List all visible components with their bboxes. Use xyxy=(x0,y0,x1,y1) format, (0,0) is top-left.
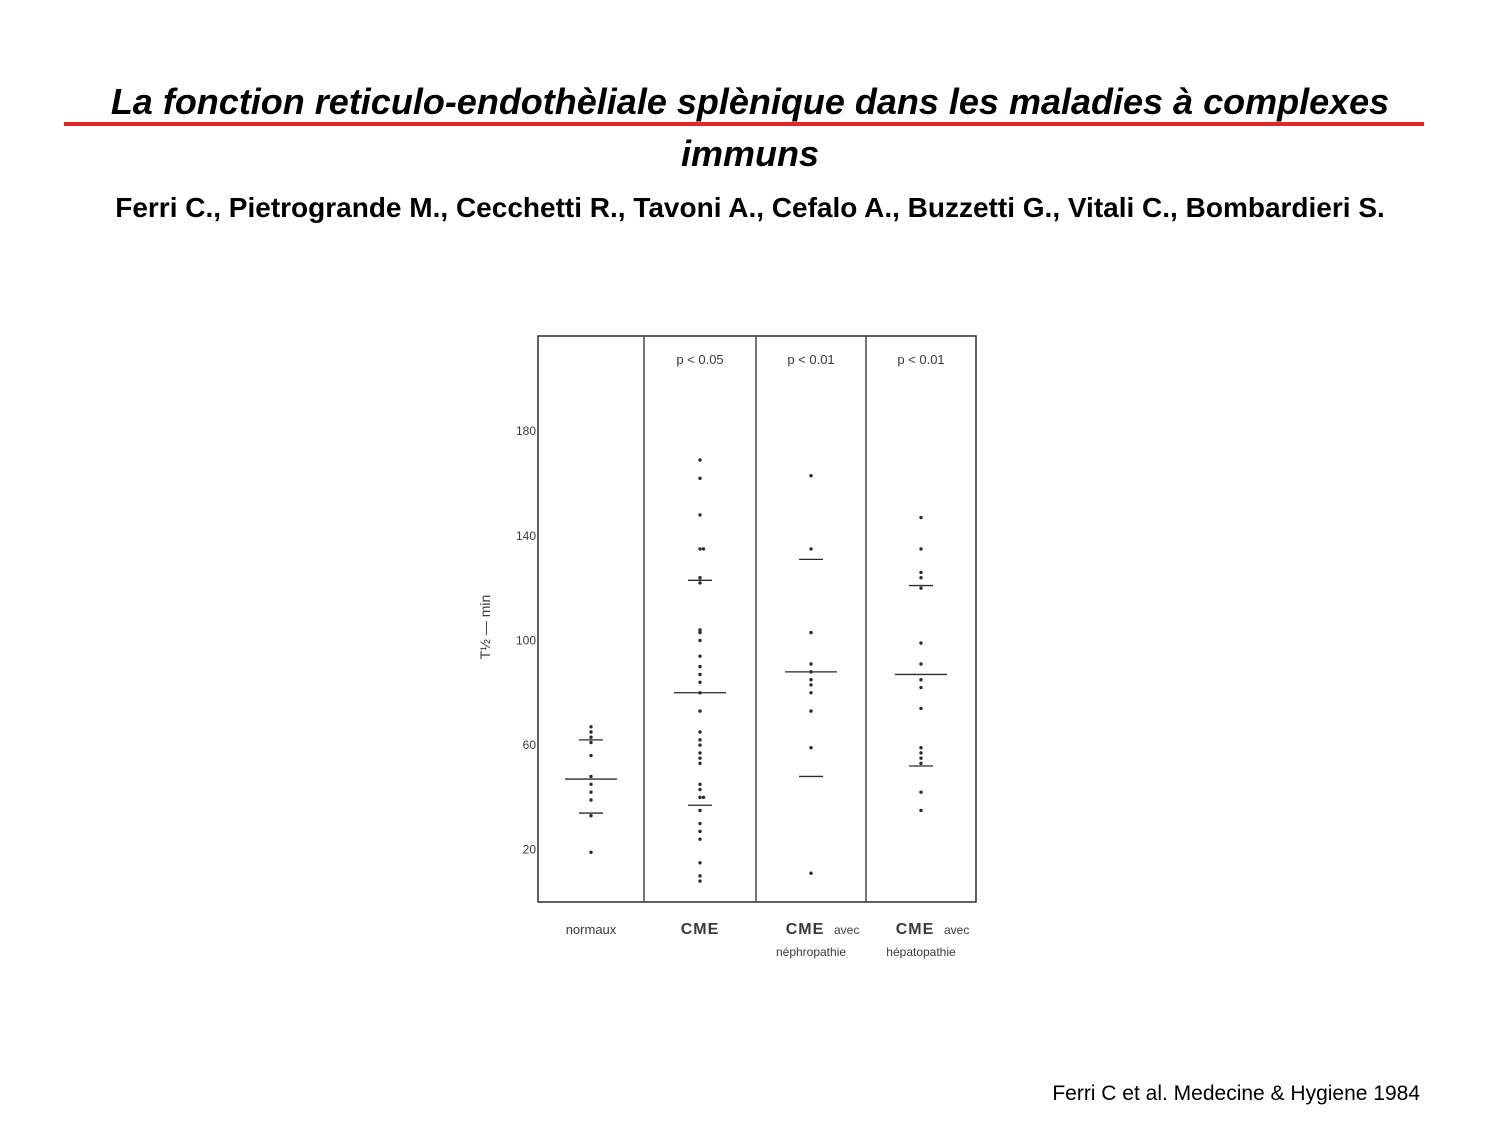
data-point xyxy=(698,458,701,461)
data-point xyxy=(919,746,922,749)
data-point xyxy=(589,736,592,739)
dot-plot-chart xyxy=(460,318,1040,978)
data-point xyxy=(589,754,592,757)
data-point xyxy=(809,872,812,875)
data-point xyxy=(698,762,701,765)
data-point xyxy=(919,547,922,550)
data-point xyxy=(698,730,701,733)
data-point xyxy=(698,796,701,799)
data-point xyxy=(919,809,922,812)
data-point xyxy=(919,686,922,689)
data-point xyxy=(698,665,701,668)
data-point xyxy=(919,641,922,644)
y-axis xyxy=(477,424,536,856)
data-point xyxy=(698,576,701,579)
data-point xyxy=(589,798,592,801)
data-point xyxy=(809,474,812,477)
y-tick-label: 100 xyxy=(515,633,536,648)
data-point xyxy=(919,762,922,765)
citation: Ferri C et al. Medecine & Hygiene 1984 xyxy=(1052,1082,1420,1105)
data-point xyxy=(589,725,592,728)
data-point xyxy=(809,683,812,686)
data-point xyxy=(698,822,701,825)
data-point xyxy=(698,581,701,584)
data-point xyxy=(698,738,701,741)
data-point xyxy=(698,547,701,550)
group-label: CME xyxy=(895,921,935,938)
slide-title: La fonction reticulo-endothèliale splènique dans les maladies à complexes immuns xyxy=(110,81,1390,174)
data-point xyxy=(698,879,701,882)
data-point xyxy=(698,838,701,841)
data-point xyxy=(702,796,705,799)
group-sublabel: hépatopathie xyxy=(886,945,956,959)
data-point xyxy=(919,790,922,793)
data-point xyxy=(589,775,592,778)
plot-border xyxy=(538,336,976,902)
data-point xyxy=(809,709,812,712)
p-value-label: p < 0.05 xyxy=(676,352,724,367)
data-point xyxy=(698,756,701,759)
group-label-suffix: avec xyxy=(944,923,970,937)
data-point xyxy=(919,662,922,665)
data-point xyxy=(698,783,701,786)
data-point xyxy=(698,874,701,877)
data-point xyxy=(809,691,812,694)
data-point xyxy=(698,628,701,631)
data-point xyxy=(698,830,701,833)
data-point xyxy=(698,861,701,864)
data-point xyxy=(809,662,812,665)
slide-authors: Ferri C., Pietrogrande M., Cecchetti R., Tavoni A., Cefalo A., Buzzetti G., Vitali C., Bombardieri S. xyxy=(115,192,1385,223)
p-value-label: p < 0.01 xyxy=(787,352,835,367)
y-tick-label: 180 xyxy=(515,424,536,439)
data-point xyxy=(589,814,592,817)
data-point xyxy=(919,751,922,754)
group-label-suffix: avec xyxy=(834,923,860,937)
data-point xyxy=(809,678,812,681)
y-axis-title: T½ — min xyxy=(477,594,493,660)
data-point xyxy=(698,681,701,684)
y-tick-label: 60 xyxy=(522,738,536,753)
y-tick-label: 140 xyxy=(515,528,536,543)
data-point xyxy=(809,547,812,550)
scatter-figure xyxy=(460,318,1040,978)
data-point xyxy=(809,631,812,634)
group-sublabel: néphropathie xyxy=(775,945,847,959)
y-tick-label: 20 xyxy=(522,842,536,857)
data-point xyxy=(809,746,812,749)
data-point xyxy=(702,547,705,550)
data-point xyxy=(698,709,701,712)
data-point xyxy=(919,707,922,710)
data-point xyxy=(589,741,592,744)
data-point xyxy=(589,851,592,854)
data-point xyxy=(698,751,701,754)
data-point xyxy=(919,678,922,681)
data-point xyxy=(698,654,701,657)
data-point xyxy=(698,639,701,642)
group-label: CME xyxy=(785,921,825,938)
data-point xyxy=(919,586,922,589)
data-point xyxy=(589,730,592,733)
group-label: normaux xyxy=(565,922,617,937)
data-point xyxy=(698,809,701,812)
data-point xyxy=(919,516,922,519)
data-point xyxy=(698,743,701,746)
data-point xyxy=(698,788,701,791)
group-label: CME xyxy=(680,921,720,938)
data-point xyxy=(919,756,922,759)
data-point xyxy=(589,783,592,786)
plot-frame xyxy=(538,336,976,902)
data-point xyxy=(698,673,701,676)
p-value-label: p < 0.01 xyxy=(897,352,945,367)
data-point xyxy=(698,513,701,516)
group-labels xyxy=(566,352,970,959)
title-underline xyxy=(64,122,1424,126)
data-point xyxy=(589,790,592,793)
data-point xyxy=(919,571,922,574)
data-point xyxy=(698,477,701,480)
data-point xyxy=(919,576,922,579)
